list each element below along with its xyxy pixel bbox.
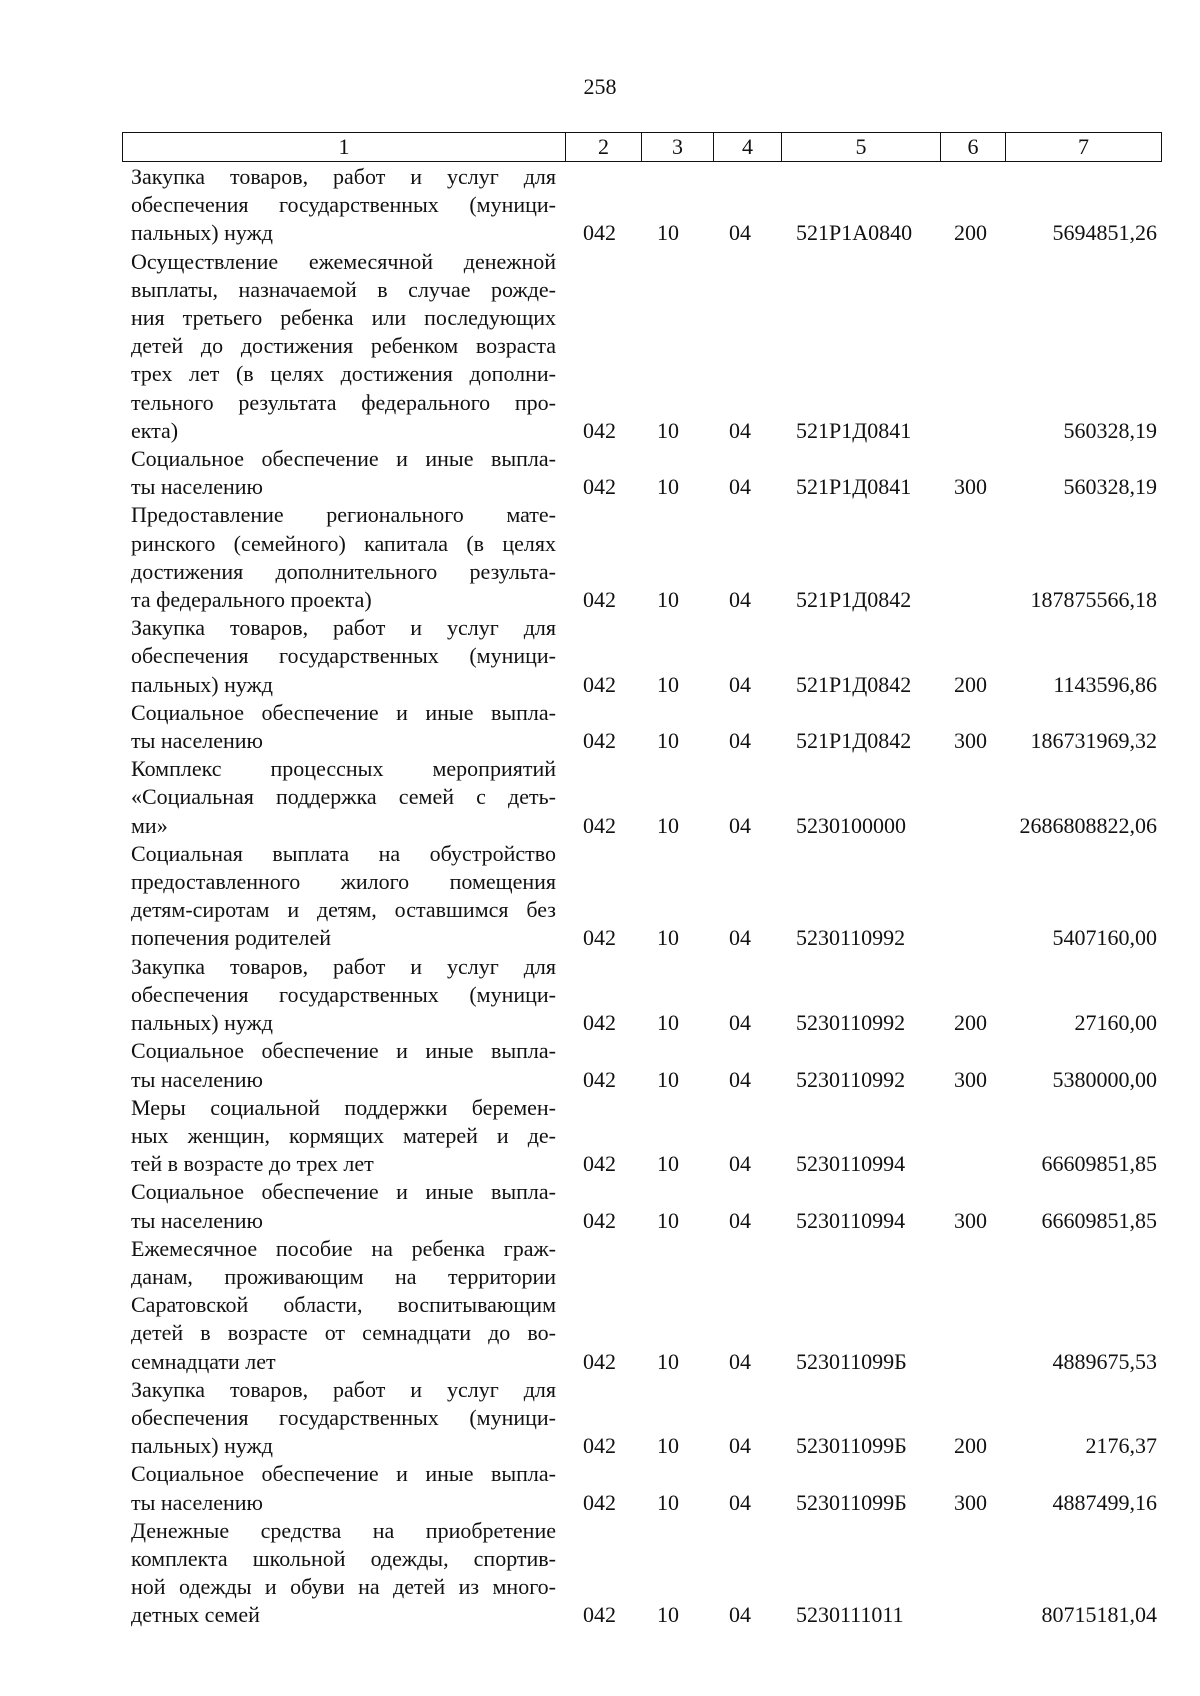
cell-c2: 042 bbox=[583, 220, 616, 246]
cell-c2: 042 bbox=[583, 1602, 616, 1628]
cell-c4: 04 bbox=[729, 812, 751, 838]
description-line: та федерального проекта) bbox=[131, 587, 372, 613]
description-line: Ежемесячное пособие на ребенка граж- bbox=[131, 1235, 556, 1261]
table-row bbox=[0, 953, 1200, 1038]
description-line: Социальное обеспечение и иные выпла- bbox=[131, 446, 556, 472]
table-header bbox=[122, 132, 1162, 162]
cell-c7: 2686808822,06 bbox=[1019, 812, 1157, 838]
cell-c5: 5230110992 bbox=[796, 925, 906, 951]
cell-c4: 04 bbox=[729, 1489, 751, 1515]
description-line: выплаты, назначаемой в случае рожде- bbox=[131, 276, 556, 302]
cell-c3: 10 bbox=[657, 925, 679, 951]
cell-c4: 04 bbox=[729, 474, 751, 500]
cell-c3: 10 bbox=[657, 1151, 679, 1177]
cell-c5: 521P1Д0842 bbox=[796, 587, 912, 613]
description-line: ной одежды и обуви на детей из много- bbox=[131, 1574, 556, 1600]
description-line: детям-сиротам и детям, оставшимся без bbox=[131, 897, 556, 923]
cell-c3: 10 bbox=[657, 1433, 679, 1459]
cell-c7: 66609851,85 bbox=[1041, 1151, 1157, 1177]
cell-c4: 04 bbox=[729, 1602, 751, 1628]
cell-c4: 04 bbox=[729, 1151, 751, 1177]
cell-c5: 523011099Б bbox=[796, 1348, 907, 1374]
row-description bbox=[131, 1094, 556, 1179]
description-line: Социальное обеспечение и иные выпла- bbox=[131, 1461, 556, 1487]
description-line: данам, проживающим на территории bbox=[131, 1263, 556, 1289]
cell-c4: 04 bbox=[729, 1433, 751, 1459]
row-description bbox=[131, 501, 556, 614]
cell-c7: 1143596,86 bbox=[1053, 671, 1157, 697]
description-line: пальных) нужд bbox=[131, 1010, 274, 1036]
table-row bbox=[0, 1094, 1200, 1179]
description-line: ты населению bbox=[131, 1066, 263, 1092]
cell-c7: 4887499,16 bbox=[1052, 1489, 1157, 1515]
cell-c7: 5407160,00 bbox=[1052, 925, 1157, 951]
cell-c5: 5230110992 bbox=[796, 1010, 906, 1036]
description-line: ты населению bbox=[131, 474, 263, 500]
cell-c7: 5694851,26 bbox=[1052, 220, 1157, 246]
cell-c3: 10 bbox=[657, 1066, 679, 1092]
description-line: Саратовской области, воспитывающим bbox=[131, 1292, 556, 1318]
table-row bbox=[0, 1178, 1200, 1234]
description-line: ми» bbox=[131, 812, 168, 838]
cell-c2: 042 bbox=[583, 812, 616, 838]
description-line: Меры социальной поддержки беремен- bbox=[131, 1094, 556, 1120]
cell-c5: 523011099Б bbox=[796, 1489, 907, 1515]
description-line: ринского (семейного) капитала (в целях bbox=[131, 530, 556, 556]
description-line: «Социальная поддержка семей с деть- bbox=[131, 784, 556, 810]
table-row bbox=[0, 1376, 1200, 1461]
row-description bbox=[131, 163, 556, 248]
header-col-1: 1 bbox=[338, 134, 350, 159]
cell-c6: 300 bbox=[954, 1489, 987, 1515]
header-col-5: 5 bbox=[781, 133, 940, 161]
description-line: Предоставление регионального мате- bbox=[131, 502, 556, 528]
description-line: тей в возрасте до трех лет bbox=[131, 1151, 374, 1177]
description-line: тельного результата федерального про- bbox=[131, 389, 556, 415]
table-row bbox=[0, 1235, 1200, 1376]
cell-c6: 300 bbox=[954, 1066, 987, 1092]
header-col-2: 2 bbox=[565, 133, 641, 161]
cell-c6: 300 bbox=[954, 474, 987, 500]
row-description bbox=[131, 1178, 556, 1234]
cell-c3: 10 bbox=[657, 417, 679, 443]
row-description bbox=[131, 1460, 556, 1516]
cell-c2: 042 bbox=[583, 417, 616, 443]
description-line: обеспечения государственных (муници- bbox=[131, 192, 556, 218]
table-row bbox=[0, 614, 1200, 699]
row-description bbox=[131, 445, 556, 501]
row-description bbox=[131, 1517, 556, 1630]
description-line: достижения дополнительного результа- bbox=[131, 558, 556, 584]
cell-c4: 04 bbox=[729, 1066, 751, 1092]
description-line: трех лет (в целях достижения дополни- bbox=[131, 361, 556, 387]
cell-c2: 042 bbox=[583, 587, 616, 613]
description-line: екта) bbox=[131, 417, 179, 443]
cell-c5: 5230100000 bbox=[796, 812, 906, 838]
table-row bbox=[0, 699, 1200, 755]
cell-c6: 200 bbox=[954, 1433, 987, 1459]
cell-c5: 521P1Д0841 bbox=[796, 417, 912, 443]
row-description bbox=[131, 614, 556, 699]
description-line: Закупка товаров, работ и услуг для bbox=[131, 1376, 556, 1402]
cell-c7: 27160,00 bbox=[1074, 1010, 1157, 1036]
header-col-7: 7 bbox=[1005, 133, 1161, 161]
description-line: семнадцати лет bbox=[131, 1348, 276, 1374]
cell-c3: 10 bbox=[657, 812, 679, 838]
cell-c2: 042 bbox=[583, 1010, 616, 1036]
description-line: пальных) нужд bbox=[131, 671, 274, 697]
row-description bbox=[131, 755, 556, 840]
description-line: Закупка товаров, работ и услуг для bbox=[131, 164, 556, 189]
description-line: ты населению bbox=[131, 1489, 263, 1515]
row-description bbox=[131, 1376, 556, 1461]
table-row bbox=[0, 1037, 1200, 1093]
table-row bbox=[0, 755, 1200, 840]
cell-c2: 042 bbox=[583, 1348, 616, 1374]
row-description bbox=[131, 840, 556, 953]
cell-c6: 300 bbox=[954, 728, 987, 754]
cell-c3: 10 bbox=[657, 1489, 679, 1515]
description-line: Закупка товаров, работ и услуг для bbox=[131, 953, 556, 979]
table-row bbox=[0, 163, 1200, 248]
cell-c7: 186731969,32 bbox=[1030, 728, 1157, 754]
table-row bbox=[0, 840, 1200, 953]
description-line: Осуществление ежемесячной денежной bbox=[131, 248, 556, 274]
description-line: Социальная выплата на обустройство bbox=[131, 840, 556, 866]
table-row bbox=[0, 248, 1200, 445]
header-col-6: 6 bbox=[940, 133, 1005, 161]
description-line: пальных) нужд bbox=[131, 1433, 274, 1459]
cell-c3: 10 bbox=[657, 1348, 679, 1374]
description-line: ных женщин, кормящих матерей и де- bbox=[131, 1122, 556, 1148]
table-row bbox=[0, 445, 1200, 501]
cell-c4: 04 bbox=[729, 417, 751, 443]
table-body bbox=[0, 163, 1200, 1630]
description-line: ты населению bbox=[131, 728, 263, 754]
cell-c5: 521P1A0840 bbox=[796, 220, 913, 246]
description-line: детей до достижения ребенком возраста bbox=[131, 333, 556, 359]
description-line: предоставленного жилого помещения bbox=[131, 869, 556, 895]
cell-c5: 5230111011 bbox=[796, 1602, 904, 1628]
cell-c3: 10 bbox=[657, 587, 679, 613]
cell-c5: 5230110994 bbox=[796, 1151, 906, 1177]
cell-c5: 521P1Д0842 bbox=[796, 728, 912, 754]
cell-c3: 10 bbox=[657, 671, 679, 697]
cell-c2: 042 bbox=[583, 925, 616, 951]
description-line: Социальное обеспечение и иные выпла- bbox=[131, 1179, 556, 1205]
cell-c5: 521P1Д0842 bbox=[796, 671, 912, 697]
cell-c7: 187875566,18 bbox=[1030, 587, 1157, 613]
cell-c3: 10 bbox=[657, 220, 679, 246]
description-line: детей в возрасте от семнадцати до во- bbox=[131, 1320, 556, 1346]
cell-c4: 04 bbox=[729, 1207, 751, 1233]
description-line: Денежные средства на приобретение bbox=[131, 1517, 556, 1543]
description-line: комплекта школьной одежды, спортив- bbox=[131, 1545, 556, 1571]
description-line: ты населению bbox=[131, 1207, 263, 1233]
description-line: обеспечения государственных (муници- bbox=[131, 643, 556, 669]
description-line: детных семей bbox=[131, 1602, 260, 1628]
cell-c6: 200 bbox=[954, 220, 987, 246]
cell-c5: 521P1Д0841 bbox=[796, 474, 912, 500]
page-number: 258 bbox=[583, 74, 617, 99]
description-line: обеспечения государственных (муници- bbox=[131, 981, 556, 1007]
cell-c2: 042 bbox=[583, 1151, 616, 1177]
table-row bbox=[0, 1517, 1200, 1630]
cell-c2: 042 bbox=[583, 1207, 616, 1233]
description-line: обеспечения государственных (муници- bbox=[131, 1404, 556, 1430]
cell-c3: 10 bbox=[657, 474, 679, 500]
description-line: ния третьего ребенка или последующих bbox=[131, 305, 556, 331]
row-description bbox=[131, 953, 556, 1038]
header-col-4: 4 bbox=[713, 133, 781, 161]
cell-c2: 042 bbox=[583, 1489, 616, 1515]
cell-c6: 200 bbox=[954, 671, 987, 697]
cell-c2: 042 bbox=[583, 1433, 616, 1459]
cell-c4: 04 bbox=[729, 587, 751, 613]
cell-c7: 560328,19 bbox=[1063, 474, 1157, 500]
cell-c6: 300 bbox=[954, 1207, 987, 1233]
cell-c3: 10 bbox=[657, 1207, 679, 1233]
table-row bbox=[0, 1460, 1200, 1516]
cell-c3: 10 bbox=[657, 1010, 679, 1036]
description-line: пальных) нужд bbox=[131, 220, 274, 246]
cell-c7: 80715181,04 bbox=[1041, 1602, 1157, 1628]
cell-c2: 042 bbox=[583, 474, 616, 500]
header-col-3: 3 bbox=[641, 133, 713, 161]
row-description bbox=[131, 1235, 556, 1376]
cell-c7: 560328,19 bbox=[1063, 417, 1157, 443]
cell-c4: 04 bbox=[729, 671, 751, 697]
cell-c4: 04 bbox=[729, 1348, 751, 1374]
cell-c2: 042 bbox=[583, 1066, 616, 1092]
cell-c2: 042 bbox=[583, 728, 616, 754]
cell-c5: 5230110992 bbox=[796, 1066, 906, 1092]
row-description bbox=[131, 1037, 556, 1093]
cell-c2: 042 bbox=[583, 671, 616, 697]
cell-c7: 2176,37 bbox=[1085, 1433, 1157, 1459]
description-line: Социальное обеспечение и иные выпла- bbox=[131, 1038, 556, 1064]
row-description bbox=[131, 699, 556, 755]
description-line: Комплекс процессных мероприятий bbox=[131, 756, 556, 782]
cell-c4: 04 bbox=[729, 1010, 751, 1036]
cell-c7: 4889675,53 bbox=[1052, 1348, 1157, 1374]
cell-c3: 10 bbox=[657, 728, 679, 754]
cell-c7: 5380000,00 bbox=[1052, 1066, 1157, 1092]
cell-c4: 04 bbox=[729, 220, 751, 246]
description-line: Социальное обеспечение и иные выпла- bbox=[131, 699, 556, 725]
cell-c6: 200 bbox=[954, 1010, 987, 1036]
cell-c5: 523011099Б bbox=[796, 1433, 907, 1459]
table-row bbox=[0, 501, 1200, 614]
description-line: Закупка товаров, работ и услуг для bbox=[131, 615, 556, 641]
cell-c5: 5230110994 bbox=[796, 1207, 906, 1233]
cell-c7: 66609851,85 bbox=[1041, 1207, 1157, 1233]
cell-c4: 04 bbox=[729, 728, 751, 754]
cell-c4: 04 bbox=[729, 925, 751, 951]
description-line: попечения родителей bbox=[131, 925, 331, 951]
cell-c3: 10 bbox=[657, 1602, 679, 1628]
row-description bbox=[131, 248, 556, 445]
